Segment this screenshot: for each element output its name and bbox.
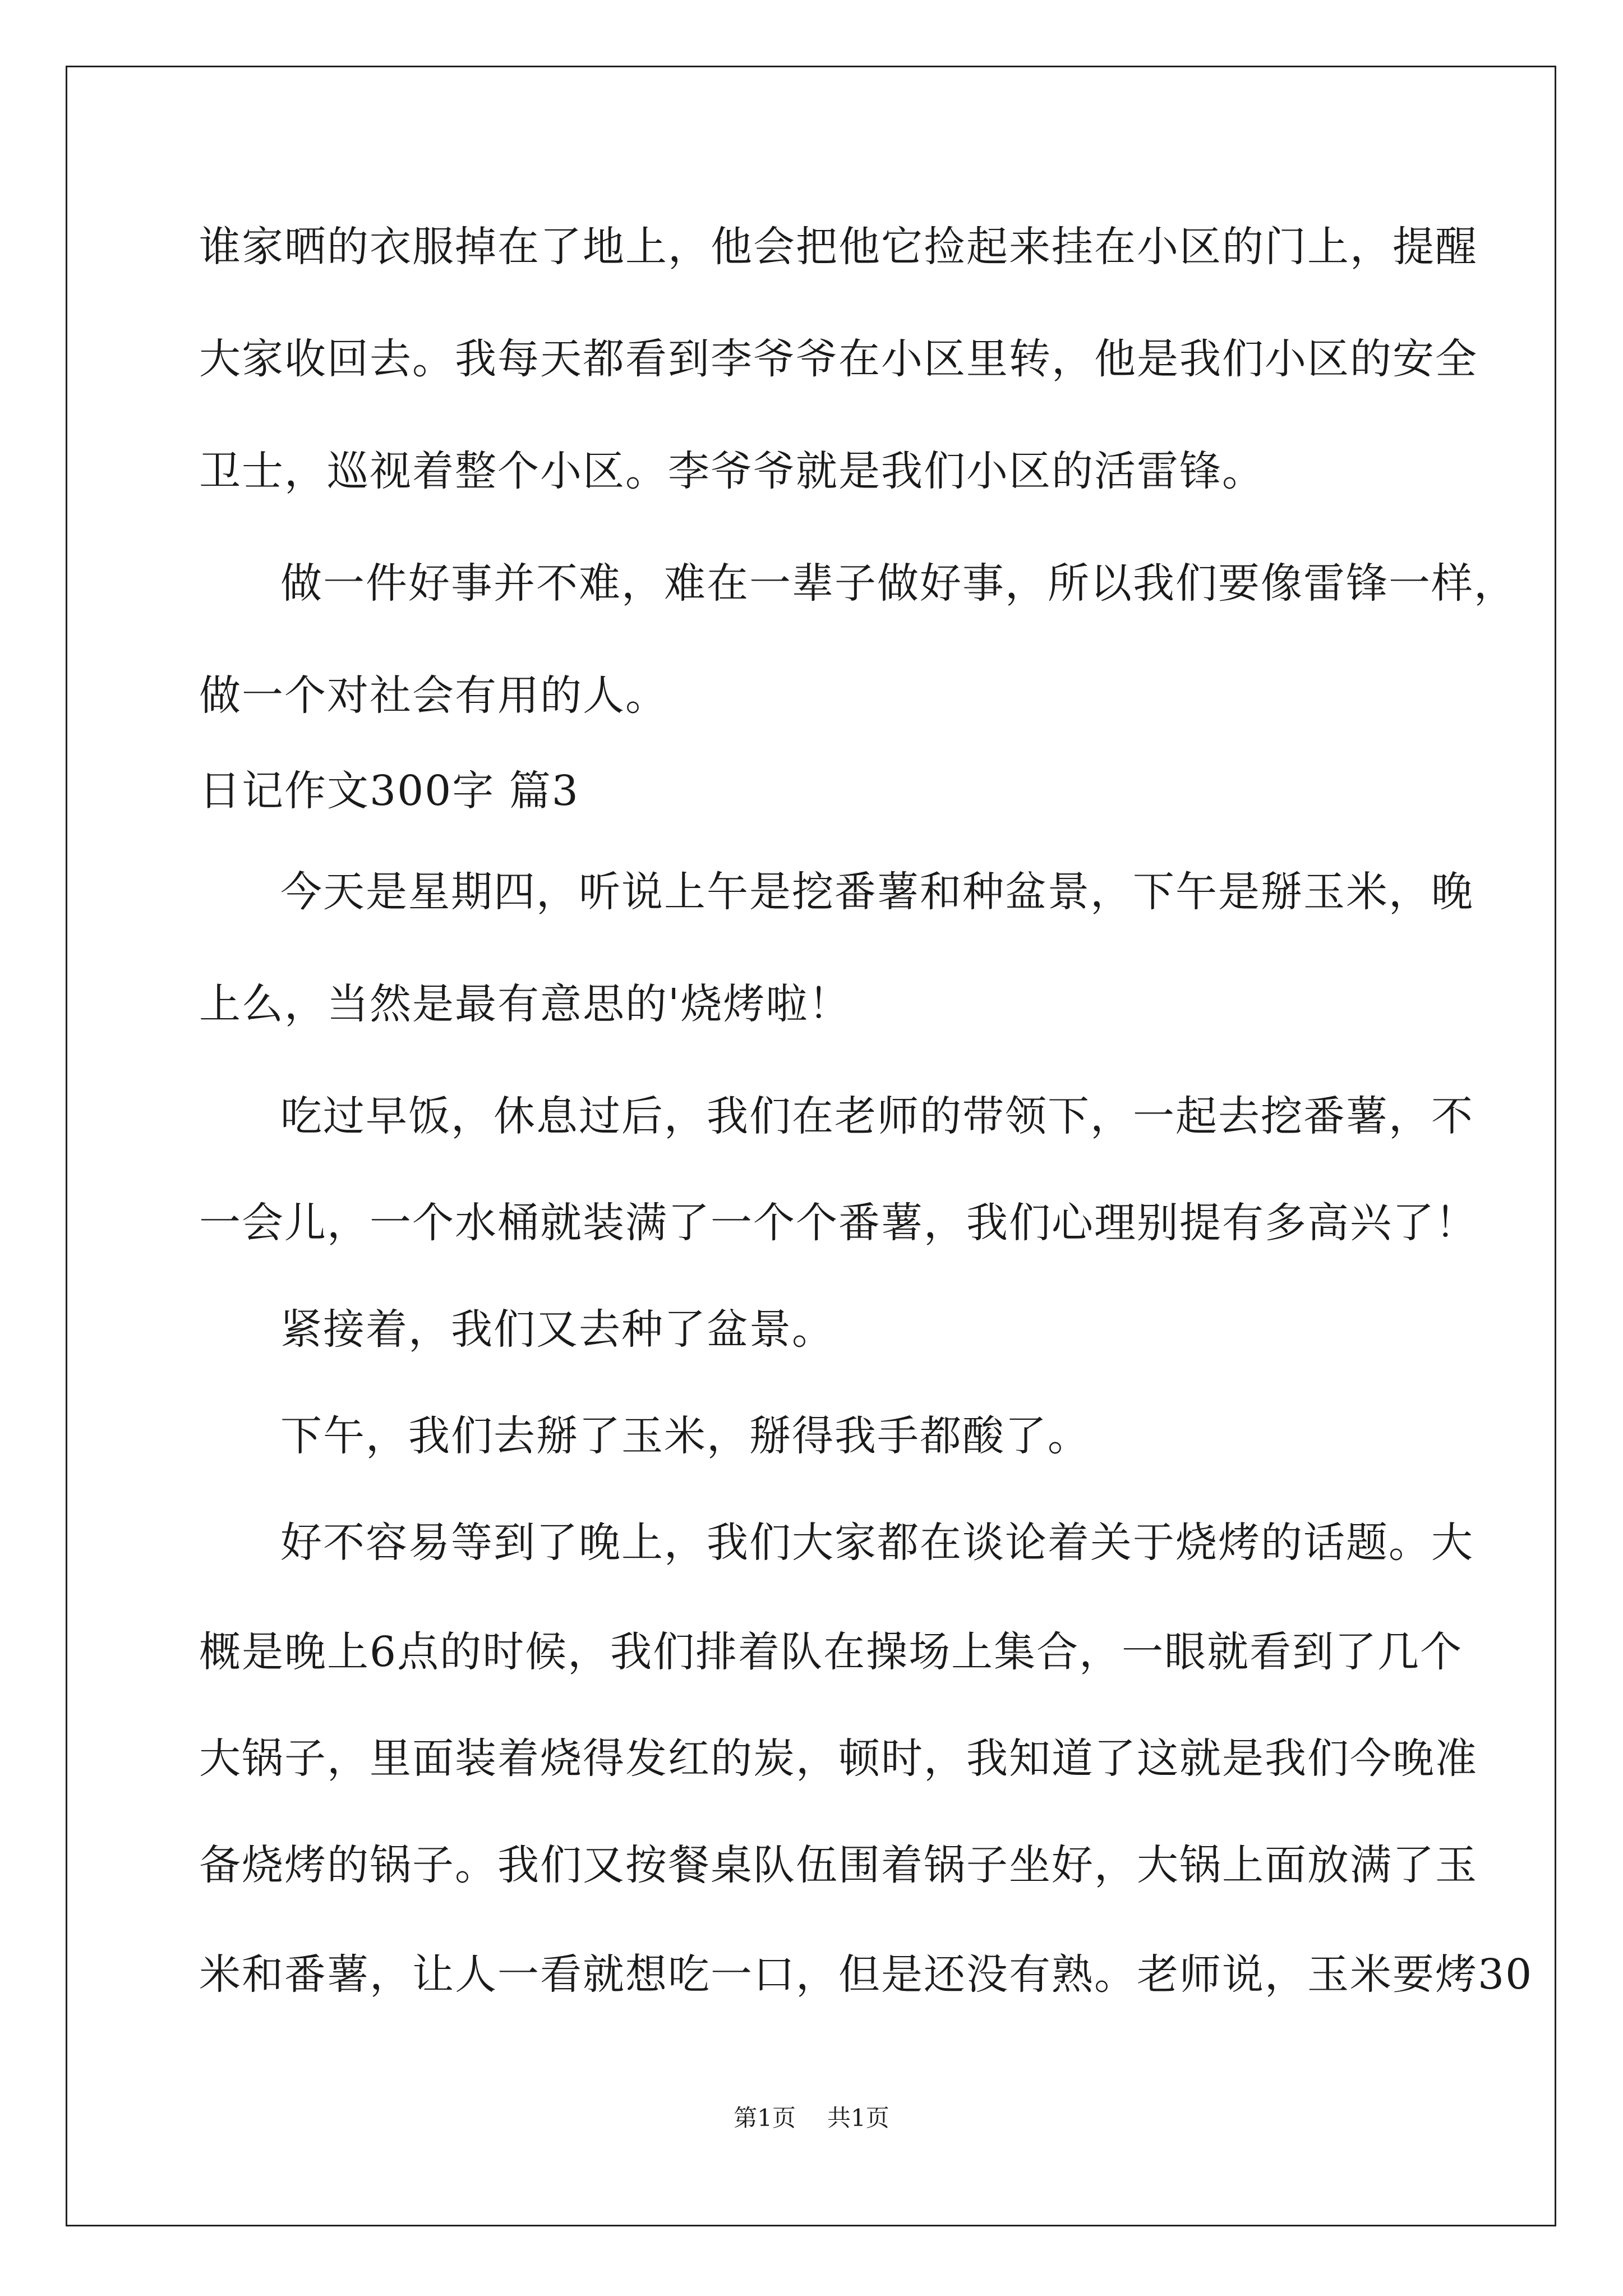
text-line: 大家收回去。我每天都看到李爷爷在小区里转，他是我们小区的安全 bbox=[199, 335, 1478, 383]
text-line: 做一个对社会有用的人。 bbox=[199, 671, 668, 720]
text-line: 一会儿，一个水桶就装满了一个个番薯，我们心理别提有多高兴了！ bbox=[199, 1199, 1478, 1247]
paragraph-start-line: 做一件好事并不难，难在一辈子做好事，所以我们要像雷锋一样， bbox=[280, 559, 1516, 608]
text-line: 大锅子，里面装着烧得发红的炭，顿时，我知道了这就是我们今晚准 bbox=[199, 1734, 1478, 1783]
text-line: 谁家晒的衣服掉在了地上，他会把他它捡起来挂在小区的门上，提醒 bbox=[199, 223, 1478, 271]
paragraph-start-line: 好不容易等到了晚上，我们大家都在谈论着关于烧烤的话题。大 bbox=[280, 1519, 1474, 1567]
page-footer bbox=[0, 2102, 1623, 2134]
text-line: 概是晚上6点的时候，我们排着队在操场上集合，一眼就看到了几个 bbox=[199, 1628, 1463, 1676]
paragraph-start-line: 紧接着，我们又去种了盆景。 bbox=[280, 1305, 834, 1354]
text-line: 备烧烤的锅子。我们又按餐桌队伍围着锅子坐好，大锅上面放满了玉 bbox=[199, 1841, 1478, 1889]
paragraph-start-line: 今天是星期四，听说上午是挖番薯和种盆景，下午是掰玉米，晚 bbox=[280, 868, 1474, 916]
text-line: 米和番薯，让人一看就想吃一口，但是还没有熟。老师说，玉米要烤30 bbox=[199, 1950, 1533, 1999]
page-border bbox=[66, 66, 1556, 2226]
paragraph-start-line: 下午，我们去掰了玉米，掰得我手都酸了。 bbox=[280, 1412, 1090, 1460]
text-line: 上么，当然是最有意思的'烧烤啦！ bbox=[199, 980, 851, 1028]
paragraph-start-line: 吃过早饭，休息过后，我们在老师的带领下，一起去挖番薯，不 bbox=[280, 1092, 1474, 1140]
text-line: 卫士，巡视着整个小区。李爷爷就是我们小区的活雷锋。 bbox=[199, 447, 1265, 495]
page-number-total: 共1页 bbox=[827, 2104, 889, 2132]
page-number-current: 第1页 bbox=[734, 2104, 796, 2132]
section-heading: 日记作文300字 篇3 bbox=[199, 767, 579, 815]
